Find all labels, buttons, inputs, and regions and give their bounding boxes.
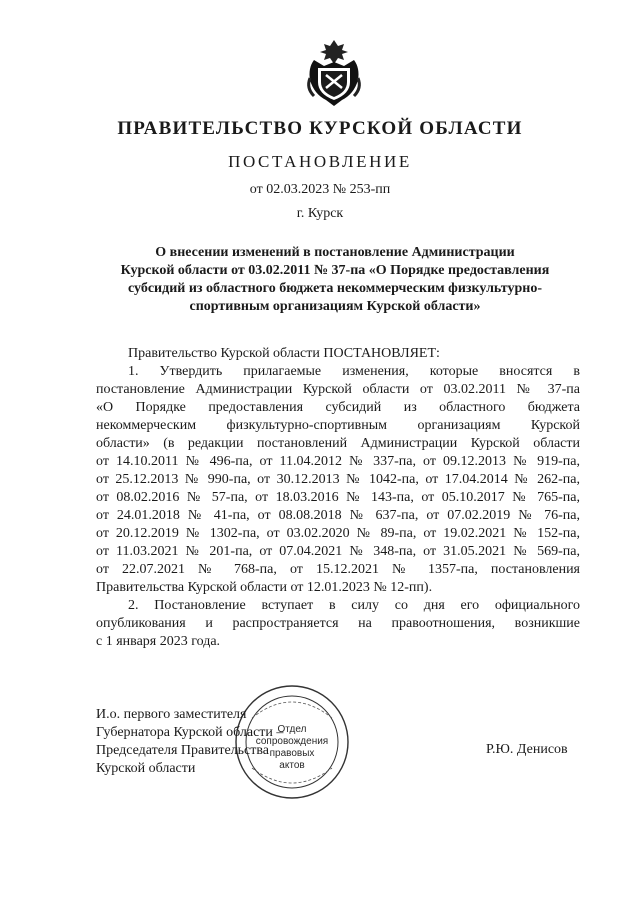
coat-of-arms-icon bbox=[304, 38, 364, 110]
stamp-text: актов bbox=[279, 760, 305, 771]
document-date-number: от 02.03.2023 № 253-пп bbox=[249, 182, 391, 197]
body-line: «О Порядке предоставления субсидий из областного бюджета bbox=[96, 400, 580, 415]
body-line: от 11.03.2021 № 201-па, от 07.04.2021 № 348-па, от 31.05.2021 № 569-па, bbox=[96, 544, 580, 559]
body-line: с 1 января 2023 года. bbox=[96, 634, 221, 649]
body-line: от 08.02.2016 № 57-па, от 18.03.2016 № 143-па, от 05.10.2017 № 765-па, bbox=[96, 490, 580, 505]
body-line: некоммерческим физкультурно-спортивным организациям Курской bbox=[96, 418, 580, 433]
signature-line: И.о. первого заместителя bbox=[96, 707, 247, 722]
body-line: области» (в редакции постановлений Администрации Курской области bbox=[96, 436, 580, 451]
signature-line: Курской области bbox=[96, 761, 196, 776]
body-preamble: Правительство Курской области ПОСТАНОВЛЯЕТ: bbox=[128, 346, 440, 361]
body-line: от 14.10.2011 № 496-па, от 11.04.2012 № 337-па, от 09.12.2013 № 919-па, bbox=[96, 454, 580, 469]
subject-line: О внесении изменений в постановление Администрации bbox=[155, 245, 515, 260]
stamp-text: сопровождения bbox=[255, 736, 329, 747]
document-city: г. Курск bbox=[296, 206, 344, 221]
stamp-text: правовых bbox=[269, 748, 315, 759]
signature-line: Губернатора Курской области – bbox=[96, 725, 284, 740]
signature-line: Председателя Правительства bbox=[96, 743, 270, 758]
document-type: ПОСТАНОВЛЕНИЕ bbox=[228, 152, 412, 171]
stamp-text: Отдел bbox=[277, 724, 307, 735]
document-subject bbox=[100, 244, 570, 316]
body-line: от 22.07.2021 № 768-па, от 15.12.2021 № 1357-па, постановления bbox=[96, 562, 580, 577]
signature-block bbox=[96, 706, 283, 778]
body-line: Правительства Курской области от 12.01.2023 № 12-пп). bbox=[96, 580, 433, 595]
body-line: от 24.01.2018 № 41-па, от 08.08.2018 № 637-па, от 07.02.2019 № 76-па, bbox=[96, 508, 580, 523]
signatory-name: Р.Ю. Денисов bbox=[486, 742, 568, 757]
subject-line: спортивным организациям Курской области» bbox=[189, 299, 481, 314]
subject-line: субсидий из областного бюджета некоммерческим физкультурно- bbox=[127, 281, 543, 296]
body-line: 1. Утвердить прилагаемые изменения, которые вносятся в bbox=[128, 364, 580, 379]
document-body bbox=[96, 345, 580, 651]
subject-line: Курской области от 03.02.2011 № 37-па «О Порядке предоставления bbox=[120, 263, 550, 278]
body-line: 2. Постановление вступает в силу со дня его официального bbox=[128, 598, 580, 613]
body-line: постановление Администрации Курской области от 03.02.2011 № 37-па bbox=[96, 382, 580, 397]
body-line: опубликования и распространяется на правоотношения, возникшие bbox=[96, 616, 580, 631]
body-line: от 20.12.2019 № 1302-па, от 03.02.2020 № 89-па, от 19.02.2021 № 152-па, bbox=[96, 526, 580, 541]
government-title: ПРАВИТЕЛЬСТВО КУРСКОЙ ОБЛАСТИ bbox=[117, 118, 523, 139]
body-line: от 25.12.2013 № 990-па, от 30.12.2013 № 1042-па, от 17.04.2014 № 262-па, bbox=[96, 472, 580, 487]
